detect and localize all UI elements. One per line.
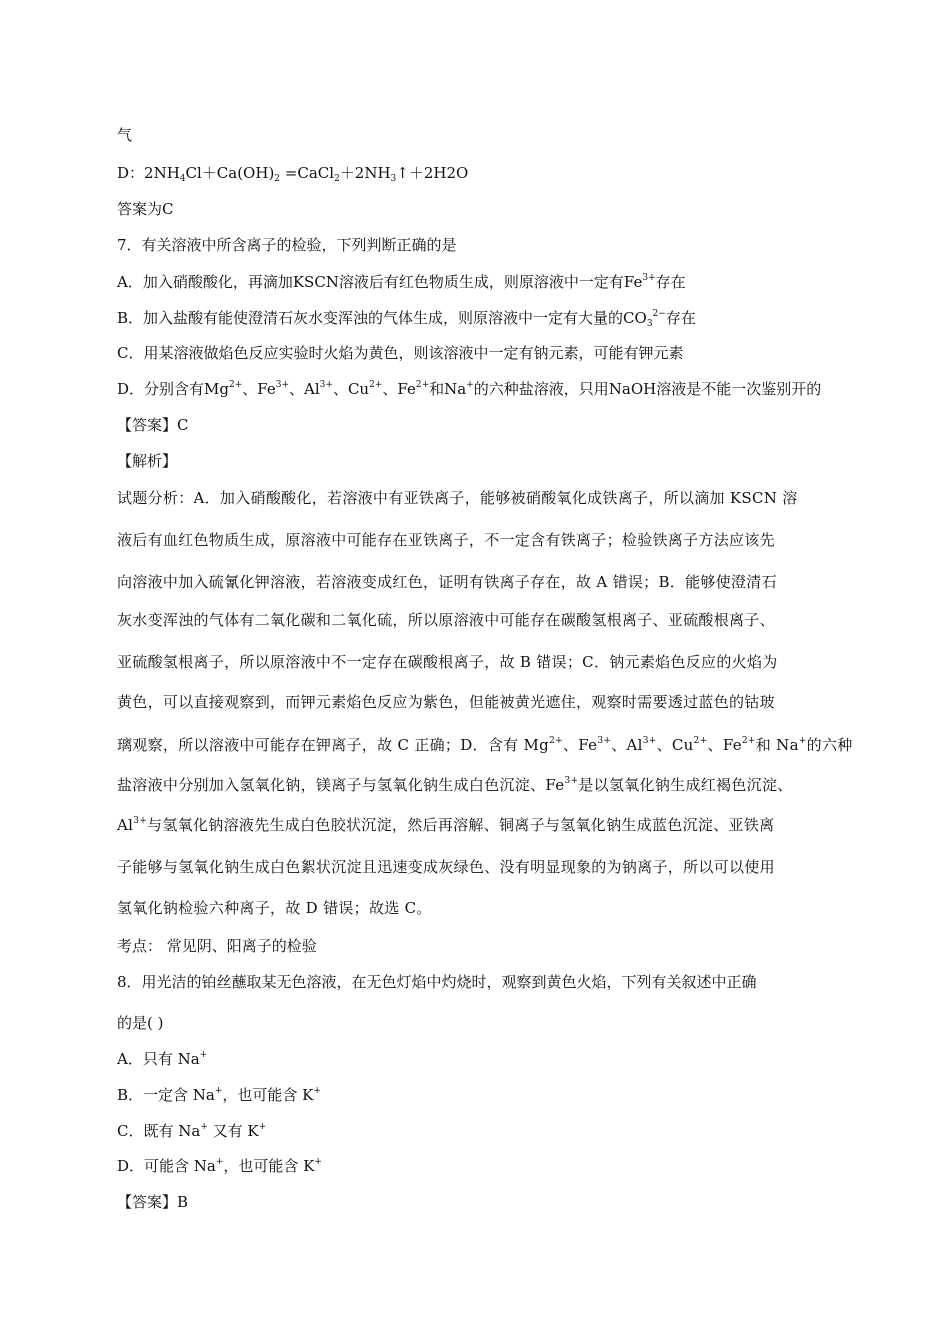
analysis-line: 亚硫酸氢根离子，所以原溶液中不一定存在碳酸根离子，故 B 错误；C．钠元素焰色反应的火焰为 xyxy=(117,653,778,671)
q7-stem: 7．有关溶液中所含离子的检验，下列判断正确的是 xyxy=(117,236,457,254)
analysis-line: 璃观察，所以溶液中可能存在钾离子，故 C 正确；D．含有 $Mg^{2+}$、$Fe^{3+}$、$Al^{3+}$、$Cu^{2+}$、$Fe^{2+}$和 Na+的六种 xyxy=(117,736,853,754)
analysis-line: 向溶液中加入硫氰化钾溶液，若溶液变成红色，证明有铁离子存在，故 A 错误；B．能够使澄清石 xyxy=(117,573,777,591)
analysis-line: 黄色，可以直接观察到，而钾元素焰色反应为紫色，但能被黄光遮住，观察时需要透过蓝色的钴玻 xyxy=(117,693,775,711)
previous-answer: 答案为C xyxy=(117,200,174,218)
analysis-line: 试题分析：A．加入硝酸酸化，若溶液中有亚铁离子，能够被硝酸氧化成铁离子，所以滴加 KSCN 溶 xyxy=(117,489,798,507)
q8-option-b: B．一定含 Na+，也可能含 K+ xyxy=(117,1086,321,1104)
kaodian-note: 考点： 常见阴、阳离子的检验 xyxy=(117,937,317,955)
q8-stem-line2: 的是( ) xyxy=(117,1014,164,1032)
analysis-heading: 【解析】 xyxy=(117,452,178,470)
analysis-line: $Al^{3+}$与氢氧化钠溶液先生成白色胶状沉淀，然后再溶解、铜离子与氢氧化钠生成蓝色沉淀、亚铁离 xyxy=(117,816,775,834)
q8-option-c: C．既有 Na+ 又有 K+ xyxy=(117,1122,267,1140)
analysis-line: 灰水变浑浊的气体有二氧化碳和二氧化硫，所以原溶液中可能存在碳酸氢根离子、亚硫酸根离子、 xyxy=(117,611,775,629)
analysis-line: 液后有血红色物质生成，原溶液中可能存在亚铁离子，不一定含有铁离子；检验铁离子方法应该先 xyxy=(117,531,775,549)
q7-answer: 【答案】C xyxy=(117,416,189,434)
fragment-text: 气 xyxy=(117,126,133,144)
q7-option-d: D．分别含有$Mg^{2+}$、$Fe^{3+}$、$Al^{3+}$、$Cu^{2+}$、$Fe^{2+}$和Na+的六种盐溶液，只用NaOH溶液是不能一次鉴别开的 xyxy=(117,380,822,398)
analysis-line: 盐溶液中分别加入氢氧化钠，镁离子与氢氧化钠生成白色沉淀、$Fe^{3+}$是以氢氧化钠生成红褐色沉淀、 xyxy=(117,776,793,794)
equation-line: D：$2NH_4Cl+Ca(OH)_2$ $=CaCl_2+2NH_3↑+2H2O$ xyxy=(117,164,469,184)
q8-option-d: D．可能含 Na+，也可能含 K+ xyxy=(117,1157,322,1175)
q7-option-b: B．加入盐酸有能使澄清石灰水变浑浊的气体生成，则原溶液中一定有大量的$CO_3^{2-}$存在 xyxy=(117,309,696,329)
analysis-line: 子能够与氢氧化钠生成白色絮状沉淀且迅速变成灰绿色、没有明显现象的为钠离子，所以可以使用 xyxy=(117,858,775,876)
q8-answer: 【答案】B xyxy=(117,1193,189,1211)
q7-option-c: C．用某溶液做焰色反应实验时火焰为黄色，则该溶液中一定有钠元素，可能有钾元素 xyxy=(117,344,684,362)
q8-stem-line1: 8．用光洁的铂丝蘸取某无色溶液，在无色灯焰中灼烧时，观察到黄色火焰，下列有关叙述中正确 xyxy=(117,973,757,991)
analysis-line: 氢氧化钠检验六种离子，故 D 错误；故选 C。 xyxy=(117,899,432,917)
q7-option-a: A．加入硝酸酸化，再滴加KSCN溶液后有红色物质生成，则原溶液中一定有$Fe^{3+}$存在 xyxy=(117,273,686,291)
q8-option-a: A．只有 Na+ xyxy=(117,1050,208,1068)
